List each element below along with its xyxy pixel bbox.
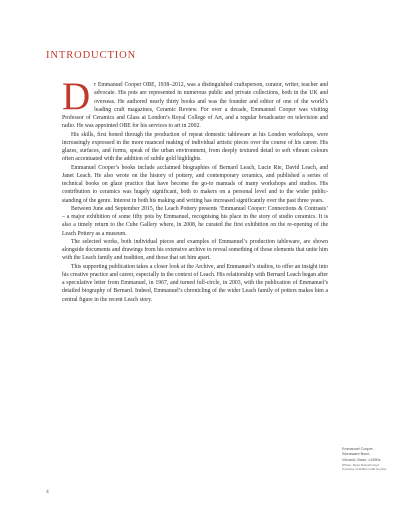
photo-credit: Courtesy of Ruthin Craft Centre) — [342, 467, 387, 472]
paragraph: Between June and September 2015, the Leach Pottery presents ‘Emmanuel Cooper: Connections & Contrasts’ – a major exhibition of some fifty pots by Emmanuel, recognising his place in the story of studio ceramics. It is also a timely return to the Cube Gallery where, in 2008, he curated the first exhibition on the re-opening of the Leach Pottery as a museum. — [62, 205, 328, 237]
paragraph-text: r Emmanuel Cooper OBE, 1938–2012, was a distinguished craftsperson, curator, writer, teacher and advocate. His pots are represented in numerous public and private collections, both in the UK and overseas. He authored nearly thirty books and was the founder and editor of one of the world’s leading craft magazines, Ceramic Review. For over a decade, Emmanuel Cooper was visiting Professor of Ceramics and Glass at London’s Royal College of Art, and a regular broadcaster on television and radio. He was appointed OBE for his services to art in 2002. — [62, 82, 328, 130]
paragraph: His skills, first honed through the production of repeat domestic tableware at his London workshops, were increasingly expressed in the more nuanced making of individual artistic pieces over the course of his career. His glazes, surfaces, and forms, speak of the urban environment, from deeply textured detail to soft vibrant colours often accentuated with the addition of subtle gold highlights. — [62, 131, 328, 163]
paragraph: The selected works, both individual pieces and examples of Emmanuel’s production tableware, are shown alongside documents and drawings from his extensive archive to reveal something of those elements that unite him with the Leach family and tradition, and those that set him apart. — [62, 238, 328, 262]
paragraph — [62, 75, 328, 131]
paragraph: This supporting publication takes a closer look at the Archive, and Emmanuel’s studios, to offer an insight into his creative practice and career, especially in the context of Leach. His relationship with Bernard Leach began after a speculative letter from Emmanuel, in 1967, and turned full-circle, in 2003, with the publication of Emmanuel’s detailed biography of Bernard. Indeed, Emmanuel’s chronicling of the wider Leach family of potters makes him a central figure in the recent Leach story. — [62, 263, 328, 303]
paragraph: Emmanuel Cooper’s books include acclaimed biographies of Bernard Leach, Lucie Rie, David Leach, and Janet Leach. He also wrote on the history of pottery, and contemporary ceramics, and published a series of technical books on glaze practice that have become the go-to manuals of many workshops and studios. His contribution to ceramics was hugely significant, both to makers on a personal level and to the wider public-standing of the genre. Interest in both his making and writing has increased significantly over the past three years. — [62, 164, 328, 204]
image-caption — [342, 447, 398, 472]
caption-line: Stoneware Bowl, — [342, 452, 370, 457]
caption-line: Emmanuel Cooper, — [342, 447, 374, 451]
page-title: INTRODUCTION — [46, 50, 137, 61]
page-number: 4 — [46, 489, 49, 495]
drop-cap: D — [62, 75, 91, 118]
caption-line: Volcanic Glaze, c1990s. — [342, 457, 382, 462]
photo-credit: (Photo: Dewi Tannatt Lloyd — [342, 462, 379, 467]
body-text — [62, 75, 328, 304]
